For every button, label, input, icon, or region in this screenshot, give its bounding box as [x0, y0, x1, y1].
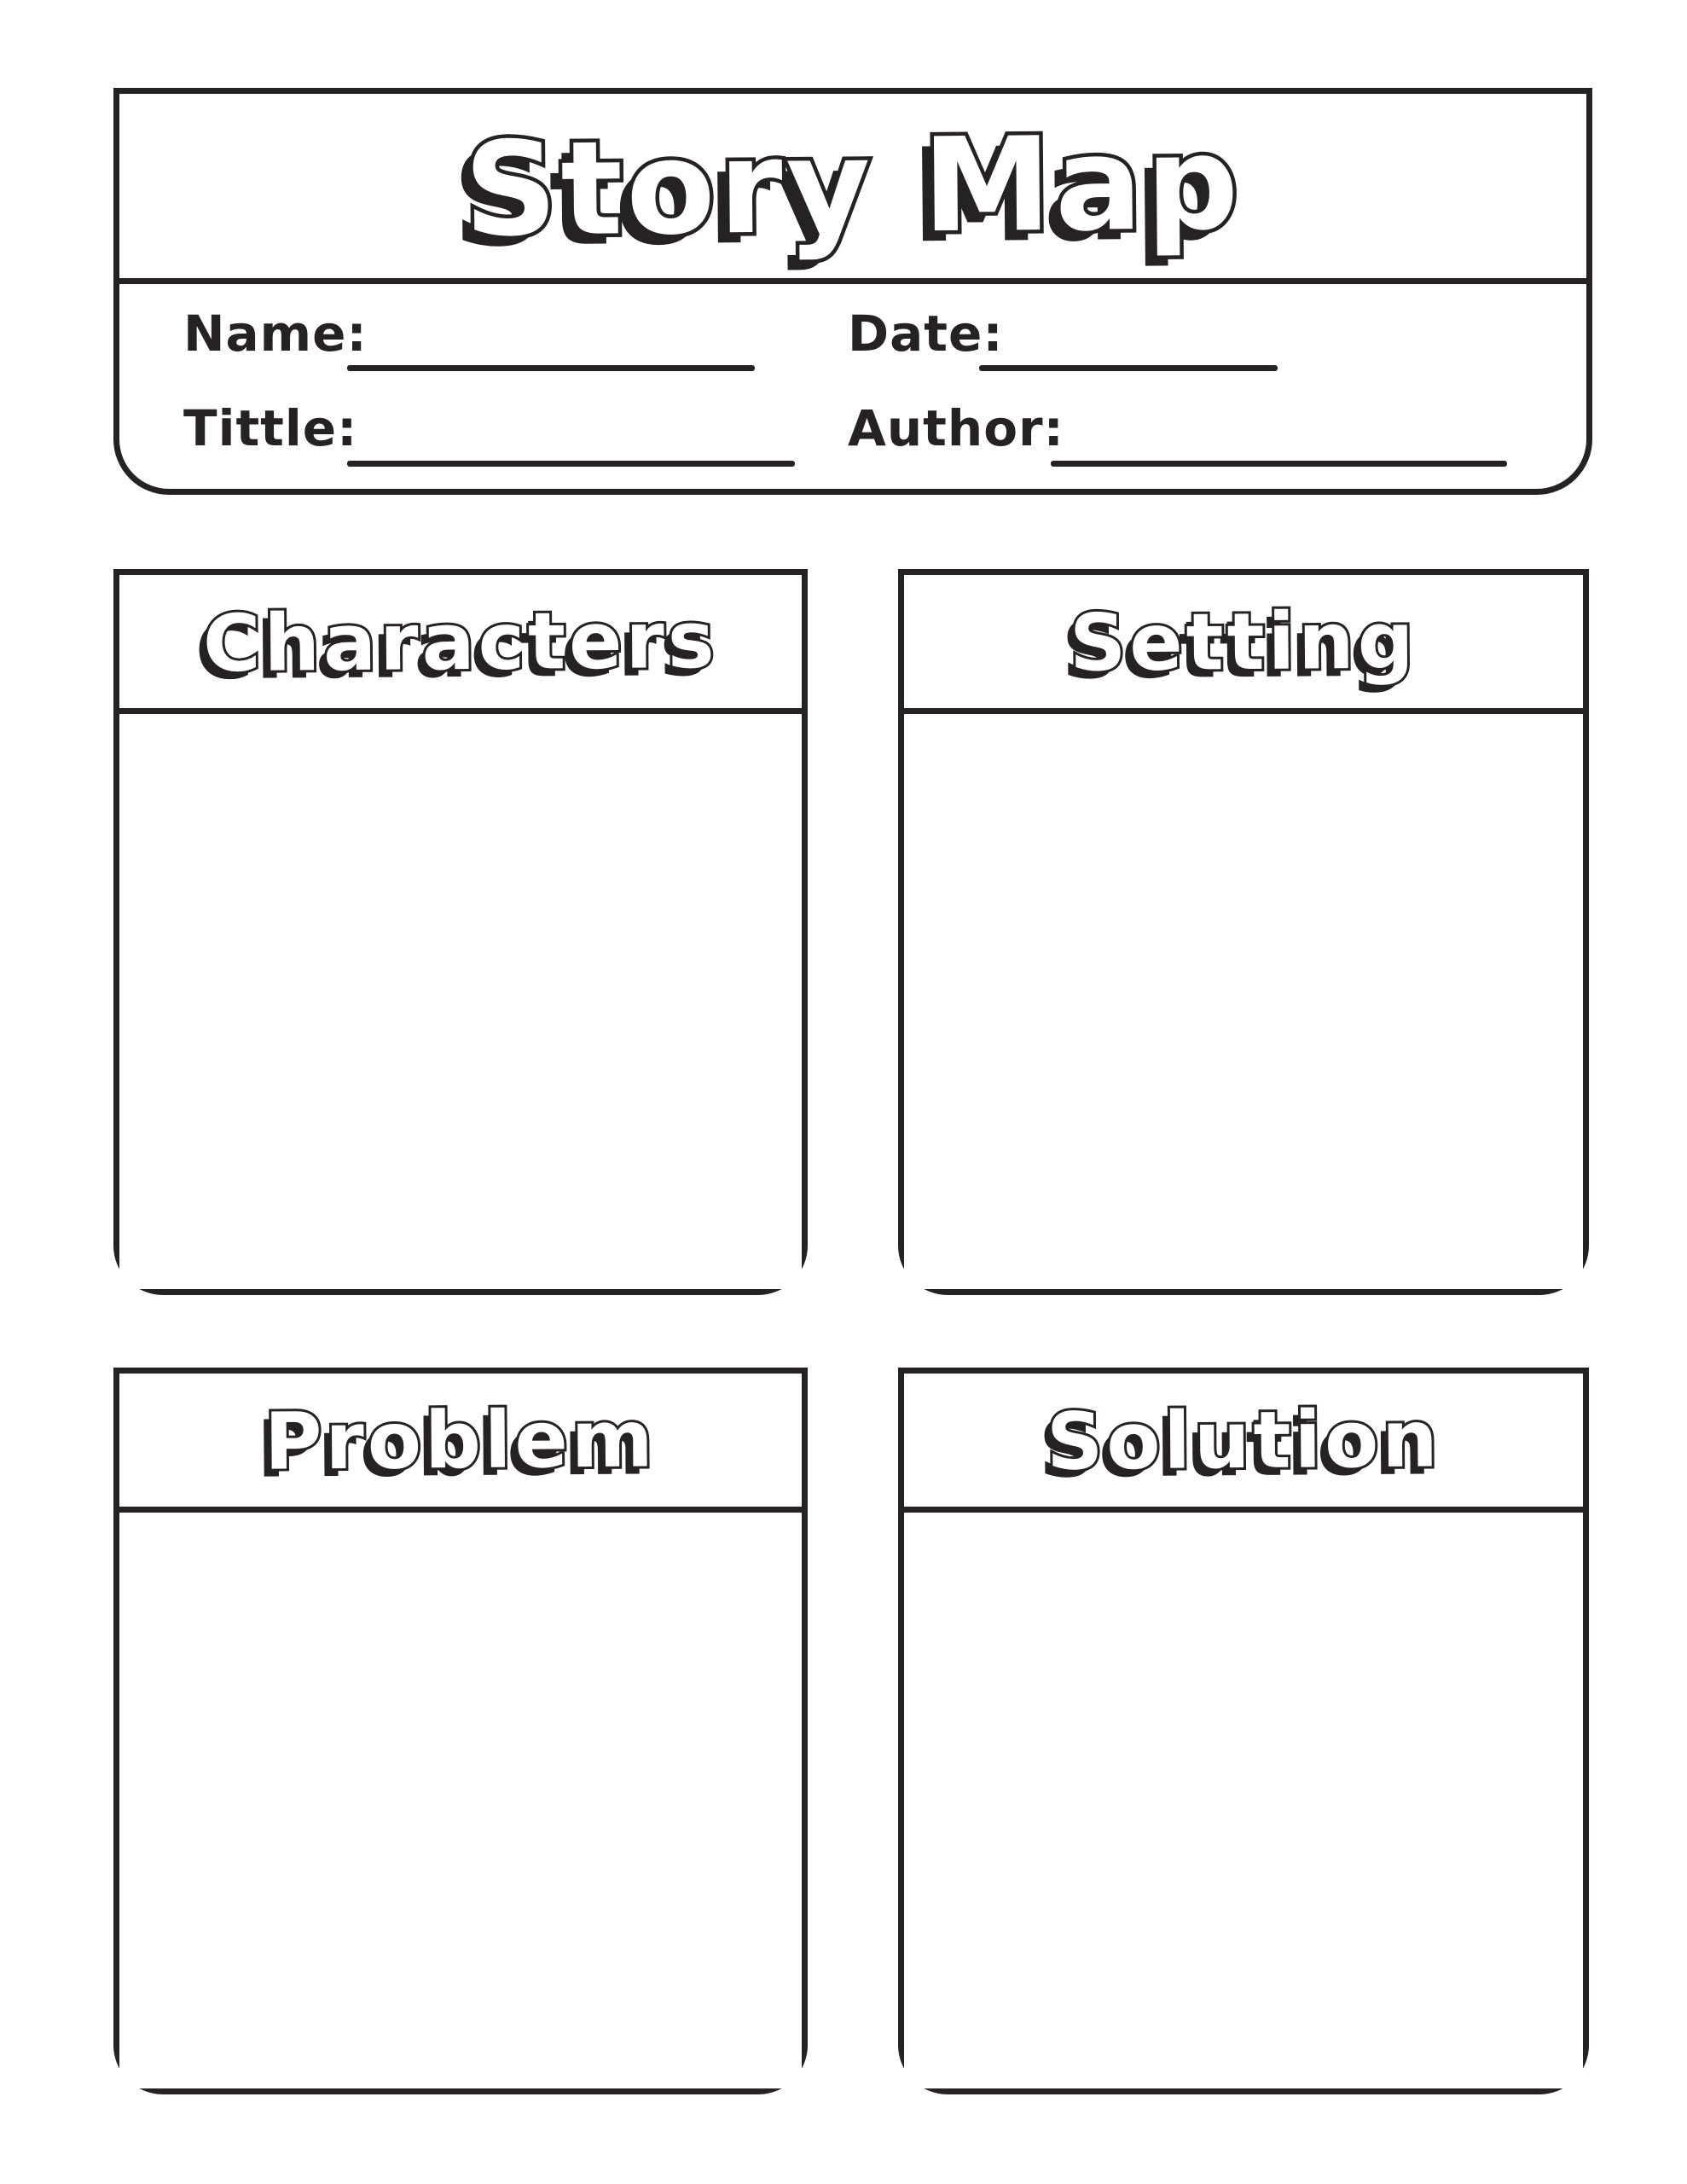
setting-writing-area[interactable]	[904, 720, 1583, 1289]
characters-title-band	[119, 575, 802, 714]
title-band	[119, 94, 1586, 284]
header-fields	[119, 290, 1586, 489]
setting-title: Setting	[1069, 595, 1418, 688]
characters-writing-area[interactable]	[119, 720, 802, 1289]
header-box	[113, 88, 1592, 495]
problem-title: Problem	[264, 1392, 658, 1488]
tittle-label: Tittle:	[183, 399, 358, 457]
date-fill-line[interactable]	[979, 365, 1278, 371]
characters-box	[113, 569, 808, 1295]
solution-box	[898, 1368, 1589, 2094]
problem-writing-area[interactable]	[119, 1519, 802, 2088]
solution-writing-area[interactable]	[904, 1519, 1583, 2088]
solution-title: Solution	[1046, 1392, 1441, 1488]
tittle-fill-line[interactable]	[347, 461, 795, 467]
name-fill-line[interactable]	[347, 365, 755, 371]
date-label: Date:	[848, 305, 1004, 363]
problem-title-band	[119, 1374, 802, 1513]
solution-title-band	[904, 1374, 1583, 1513]
author-fill-line[interactable]	[1051, 461, 1507, 467]
characters-title: Characters	[202, 594, 719, 689]
name-label: Name:	[183, 305, 368, 363]
setting-title-band	[904, 575, 1583, 714]
author-label: Author:	[848, 399, 1064, 457]
problem-box	[113, 1368, 808, 2094]
page-title: Story Map	[463, 107, 1243, 265]
setting-box	[898, 569, 1589, 1295]
